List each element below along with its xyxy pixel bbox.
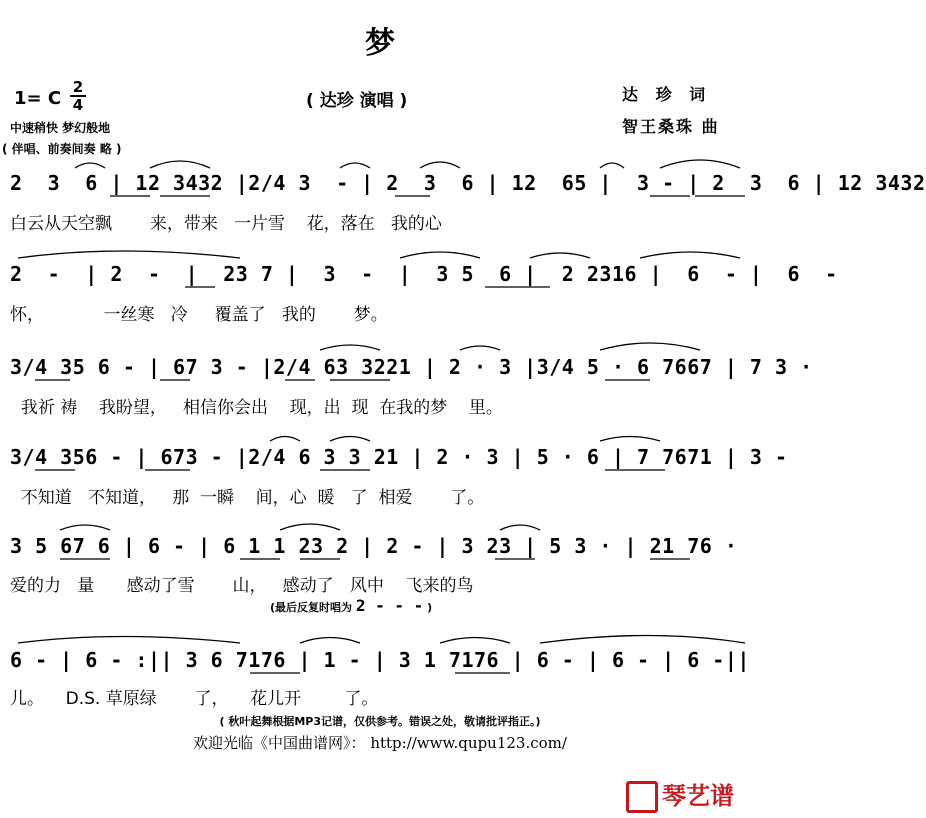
accompaniment-note: ( 伴唱、前奏间奏 略 ) — [2, 142, 122, 156]
score-notes-5: 3 5 67 6 | 6 - | 6 1 1 23 2 | 2 - | 3 23 | 5 3 · | 21 76 · — [10, 534, 738, 558]
score-lyrics-3: 我祈 祷 我盼望， 相信你会出 现，出 现 在我的梦 里。 — [10, 398, 503, 418]
repeat-note-close: ) — [427, 601, 433, 614]
logo-mark-icon — [626, 781, 658, 813]
score-lyrics-5: 爱的力 量 感动了雪 山， 感动了 风中 飞来的鸟 — [10, 576, 474, 596]
time-sig-top: 2 — [72, 78, 84, 96]
repeat-note-label: (最后反复时唱为 — [270, 601, 353, 614]
song-title: 梦 — [365, 26, 395, 61]
score-notes-2: 2 - | 2 - | 23 7 | 3 - | 3 5 6 | 2 2316 | 6 - | 6 - — [10, 262, 838, 286]
composer-credit: 智王桑珠 曲 — [622, 117, 720, 136]
site-logo — [626, 776, 734, 813]
disclaimer-text: ( 秋叶起舞根据MP3记谱，仅供参考。错误之处，敬请批评指正。) — [219, 715, 541, 728]
score-lyrics-1: 白云从天空飘 来，带来 一片雪 花，落在 我的心 — [10, 214, 442, 234]
score-lyrics-4: 不知道 不知道， 那 一瞬 间，心 暖 了 相爱 了。 — [10, 488, 485, 508]
time-sig-bottom: 4 — [72, 96, 84, 114]
key-signature: 1= C — [14, 88, 62, 109]
score-notes-6: 6 - | 6 - :|| 3 6 7176 | 1 - | 3 1 7176 | 6 - | 6 - | 6 -|| — [10, 648, 750, 672]
repeat-note-value: 2 - - - — [355, 596, 424, 615]
lyricist-credit: 达 珍 词 — [622, 85, 712, 104]
singer-credit: ( 达珍 演唱 ) — [306, 91, 408, 111]
score-notes-3: 3/4 35 6 - | 67 3 - |2/4 63 3221 | 2 · 3 |3/4 5 · 6 7667 | 7 3 · — [10, 355, 813, 379]
tempo-marking: 中速稍快 梦幻般地 — [10, 121, 111, 135]
score-notes-1: 2 3 6 | 12 3432 |2/4 3 - | 2 3 6 | 12 65 | 3 - | 2 3 6 | 12 3432 — [10, 171, 926, 195]
score-lyrics-6: 儿。 D.S. 草原绿 了， 花儿开 了。 — [10, 689, 379, 709]
welcome-text: 欢迎光临《中国曲谱网》： http://www.qupu123.com/ — [193, 734, 567, 752]
logo-text: 琴艺谱 — [662, 782, 734, 810]
score-notes-4: 3/4 356 - | 673 - |2/4 6 3 3 21 | 2 · 3 | 5 · 6 | 7 7671 | 3 - — [10, 445, 788, 469]
score-lyrics-2: 怀， 一丝寒 冷 覆盖了 我的 梦。 — [10, 305, 388, 325]
